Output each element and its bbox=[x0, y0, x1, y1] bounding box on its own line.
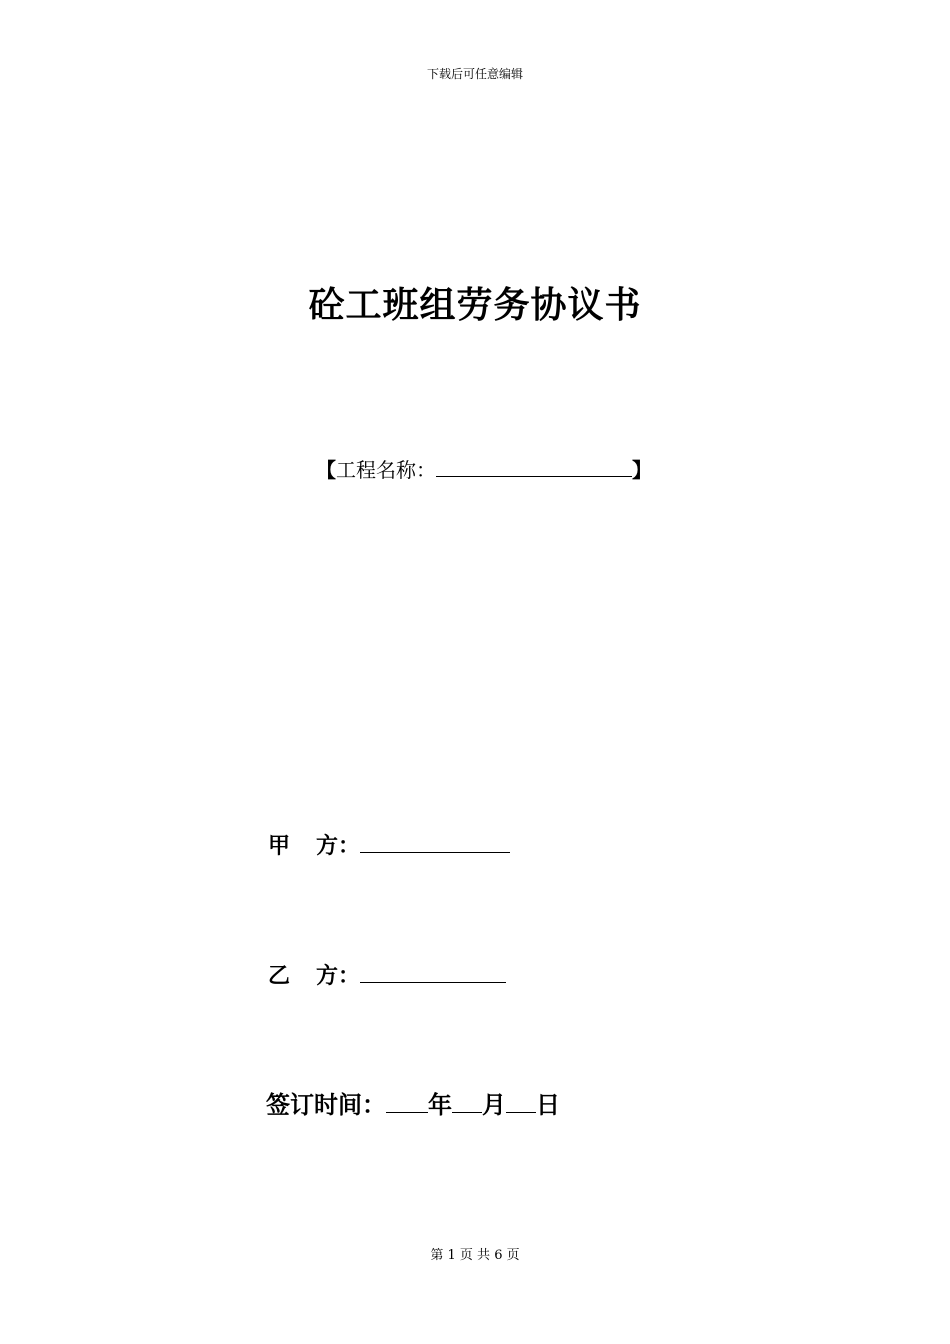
project-open-bracket: 【 bbox=[316, 458, 336, 482]
party-b-blank[interactable] bbox=[360, 960, 506, 983]
party-b-row bbox=[268, 960, 506, 990]
signing-date-label: 签订时间： bbox=[266, 1090, 386, 1119]
party-b-label: 方： bbox=[316, 963, 361, 989]
signing-date-row bbox=[266, 1088, 560, 1120]
day-unit: 日 bbox=[536, 1090, 560, 1119]
project-name-blank[interactable] bbox=[436, 458, 632, 477]
party-a-row bbox=[268, 830, 510, 860]
project-close-bracket: 】 bbox=[632, 458, 652, 482]
project-name-label: 工程名称： bbox=[336, 458, 436, 482]
month-unit: 月 bbox=[482, 1090, 506, 1119]
document-title: 砼工班组劳务协议书 bbox=[308, 284, 642, 326]
party-b-char: 乙 bbox=[268, 963, 291, 989]
party-a-char: 甲 bbox=[268, 833, 291, 859]
party-a-label: 方： bbox=[316, 833, 361, 859]
day-blank[interactable] bbox=[506, 1088, 536, 1113]
party-a-blank[interactable] bbox=[360, 830, 510, 853]
year-unit: 年 bbox=[428, 1090, 452, 1119]
page-footer: 第 1 页 共 6 页 bbox=[430, 1248, 520, 1263]
header-note: 下载后可任意编辑 bbox=[426, 67, 523, 81]
month-blank[interactable] bbox=[452, 1088, 482, 1113]
project-name-line bbox=[316, 456, 652, 484]
year-blank[interactable] bbox=[386, 1088, 428, 1113]
